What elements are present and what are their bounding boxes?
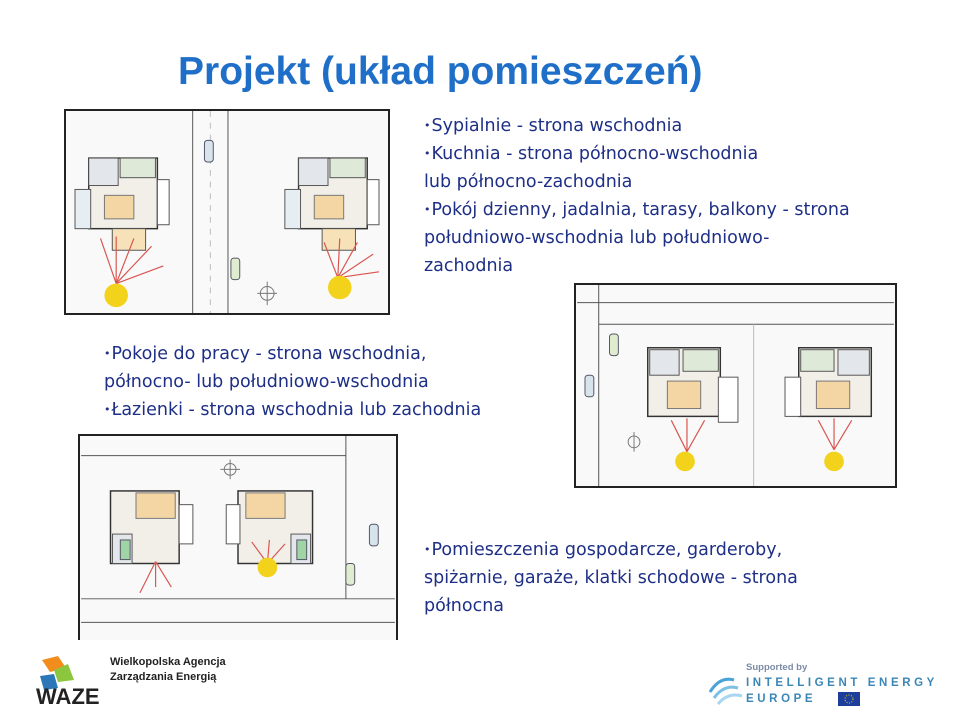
agency-line-2: Zarządzania Energią (110, 671, 217, 683)
bullet-line-2: •Kuchnia - strona północno-wschodnia (424, 144, 759, 164)
compass-icon (220, 460, 240, 480)
sun-icon (671, 418, 704, 471)
sun-icon (818, 418, 851, 471)
compass-icon (628, 432, 640, 452)
site-plan-drawing-2 (576, 285, 895, 486)
supported-by-label: Supported by (746, 662, 808, 673)
car-icon (369, 524, 378, 546)
house-plan-icon (226, 491, 312, 564)
bullet-line-7: •Pokoje do pracy - strona wschodnia, (104, 344, 427, 364)
bullets-bottom (424, 536, 798, 620)
bullet-line-11: spiżarnie, garaże, klatki schodowe - strona (424, 568, 798, 588)
car-icon (231, 258, 240, 280)
bullet-line-9: •Łazienki - strona wschodnia lub zachodnia (104, 400, 482, 420)
iee-name-line1: INTELLIGENT ENERGY (746, 677, 938, 689)
bullet-line-12: północna (424, 596, 505, 616)
car-icon (585, 375, 594, 397)
site-plan-drawing-3 (80, 436, 396, 640)
house-plan-icon (285, 158, 379, 250)
car-icon (204, 140, 213, 162)
iee-name-line2: EUROPE (746, 693, 817, 705)
house-plan-icon (111, 491, 193, 564)
site-plan-drawing-1 (66, 111, 388, 313)
bullets-middle (104, 340, 481, 424)
bullet-line-1: •Sypialnie - strona wschodnia (424, 116, 683, 136)
compass-icon (257, 282, 277, 306)
site-plan-map-2 (574, 283, 897, 488)
agency-line-1: Wielkopolska Agencja (110, 656, 226, 668)
bullet-line-10: •Pomieszczenia gospodarcze, garderoby, (424, 540, 783, 560)
slide-title: Projekt (układ pomieszczeń) (178, 50, 703, 93)
bullet-line-3: lub północno-zachodnia (424, 172, 633, 192)
house-plan-icon (785, 348, 871, 417)
bullet-line-8: północno- lub południowo-wschodnia (104, 372, 429, 392)
waze-wordmark: WAZE (36, 684, 100, 709)
site-plan-map-1 (64, 109, 390, 315)
house-plan-icon (648, 348, 738, 423)
house-plan-icon (75, 158, 169, 250)
site-plan-map-3 (78, 434, 398, 642)
agency-name (110, 655, 226, 685)
bullet-line-4: •Pokój dzienny, jadalnia, tarasy, balkony - strona (424, 200, 850, 220)
car-icon (610, 334, 619, 356)
eu-flag-icon (838, 692, 860, 706)
car-icon (346, 564, 355, 586)
bullets-top (424, 112, 850, 280)
bullet-line-5: południowo-wschodnia lub południowo- (424, 228, 770, 248)
bullet-line-6: zachodnia (424, 256, 514, 276)
